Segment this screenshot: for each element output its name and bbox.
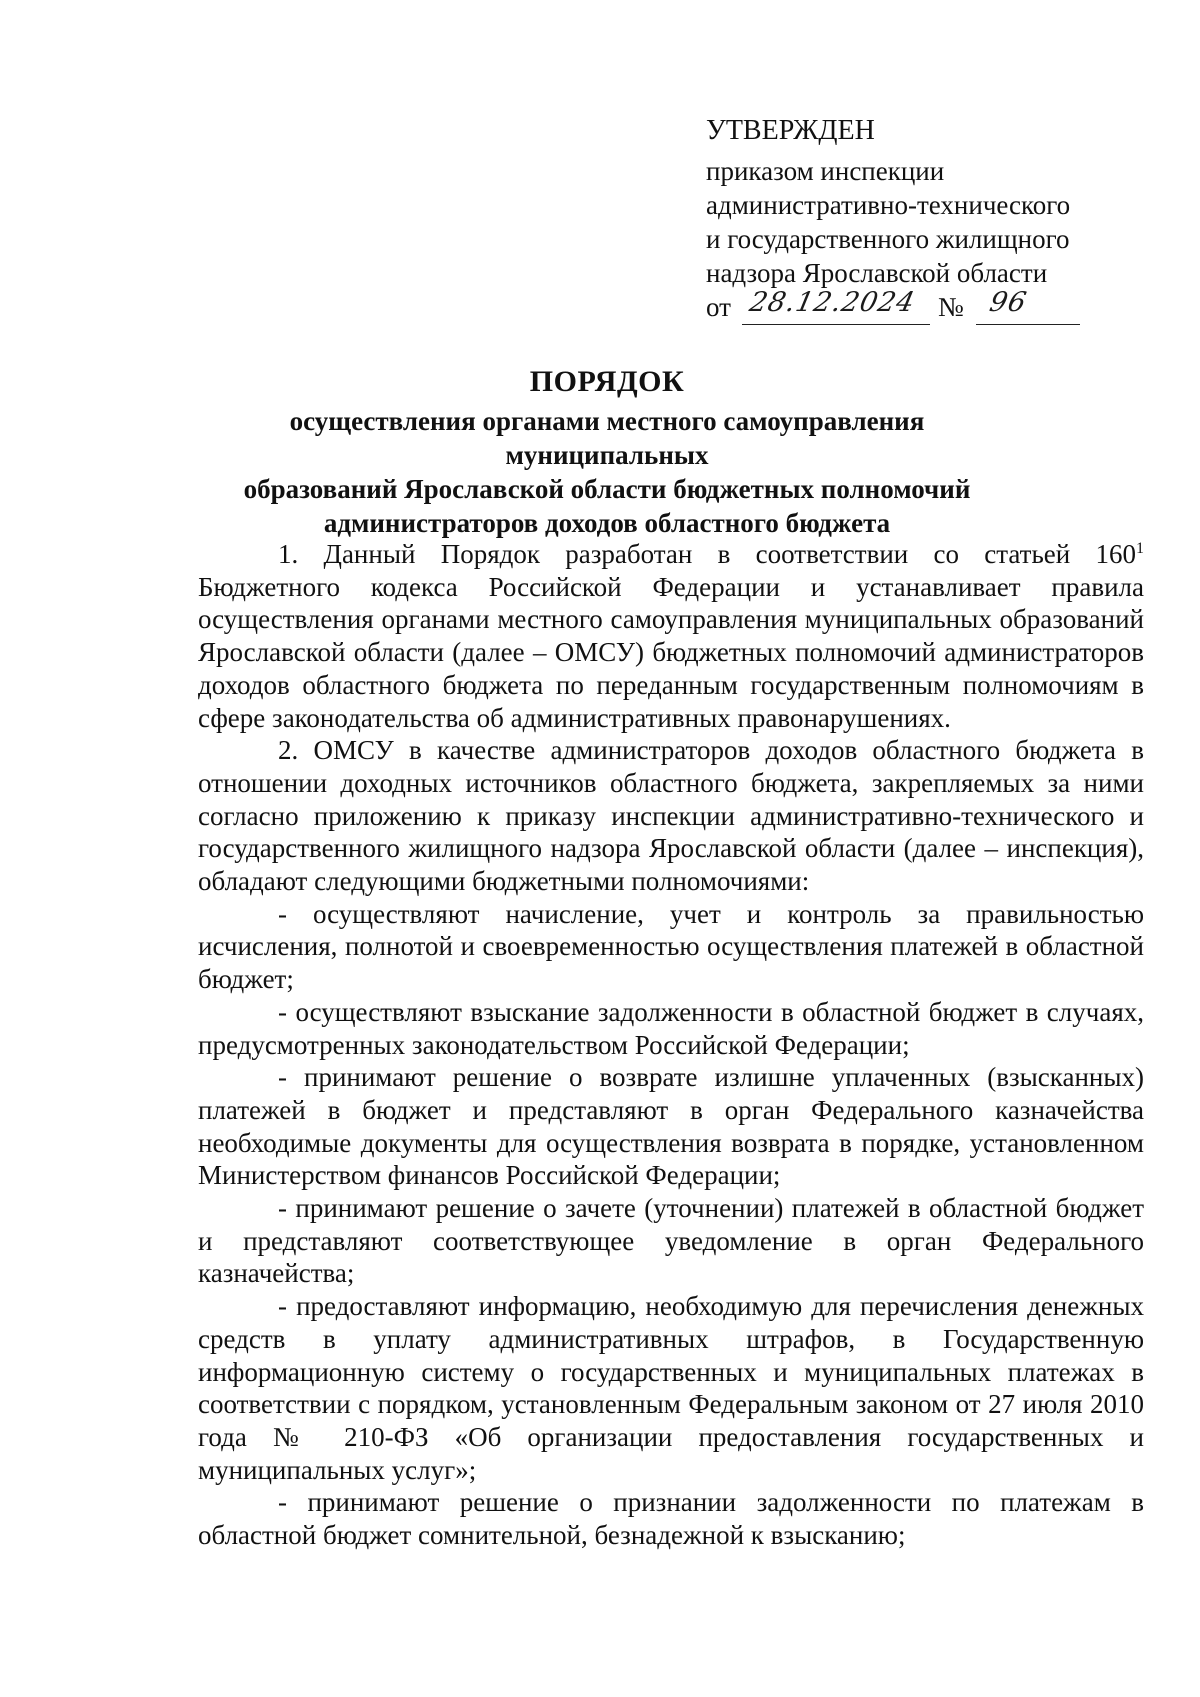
subtitle-line: образований Ярославской области бюджетных полномочий [243,474,971,504]
number-field [976,287,1080,325]
order-date-number-row [706,287,1106,326]
article-superscript: 1 [1136,540,1144,557]
list-item: - принимают решение о признании задолженности по платежам в областной бюджет сомнительной, безнадежной к взысканию; [198,1487,1144,1551]
list-item: - принимают решение о зачете (уточнении) платежей в областной бюджет и представляют соответствующее уведомление в орган Федерального казначейства; [198,1193,1144,1289]
document-body [198,538,1144,1552]
paragraph-2: 2. ОМСУ в качестве администраторов доходов областного бюджета в отношении доходных источников областного бюджета, закрепляемых за ними согласно приложению к приказу инспекции административно-технического и государственного жилищного надзора Ярославской области (далее – инспекция), обладают следующими бюджетными полномочиями: [198,735,1144,897]
list-item: - предоставляют информацию, необходимую для перечисления денежных средств в уплату административных штрафов, в Государственную информационную систему о государственных и муниципальных платежах в соответствии с порядком, установленным Федеральным законом от 27 июля 2010 года № 210-ФЗ «Об организации предоставления государственных и муниципальных услуг»; [198,1291,1144,1485]
document-title: ПОРЯДОК [529,365,685,398]
paragraph-1-start: 1. Данный Порядок разработан в соответствии со статьей 160 [278,539,1136,569]
document-subtitle [198,404,1016,540]
approval-line: и государственного жилищного [706,224,1070,254]
approval-line: приказом инспекции [706,156,945,186]
approval-line: административно-технического [706,190,1071,220]
subtitle-line: осуществления органами местного самоуправления муниципальных [289,406,925,470]
list-item: - осуществляют взыскание задолженности в областной бюджет в случаях, предусмотренных законодательством Российской Федерации; [198,996,1144,1060]
approval-stamp-block [706,112,1106,326]
paragraph-1-end: Бюджетного кодекса Российской Федерации и устанавливает правила осуществления органами местного самоуправления муниципальных образований Ярославской области (далее – ОМСУ) бюджетных полномочий администраторов доходов областного бюджета по переданным государственным полномочиям в сфере законодательства об административных правонарушениях. [198,571,1144,733]
document-title-block [198,362,1016,540]
date-label: от [706,292,731,322]
list-item: - принимают решение о возврате излишне уплаченных (взысканных) платежей в бюджет и представляют в орган Федерального казначейства необходимые документы для осуществления возврата в порядке, установленном Министерством финансов Российской Федерации; [198,1062,1144,1191]
subtitle-line: администраторов доходов областного бюджета [323,508,891,538]
list-item: - осуществляют начисление, учет и контроль за правильностью исчисления, полнотой и своевременностью осуществления платежей в областной бюджет; [198,898,1144,995]
approval-line: надзора Ярославской области [706,258,1048,288]
date-field [742,287,930,325]
handwritten-number: 96 [986,287,1030,318]
paragraph-1 [198,538,1144,734]
approval-heading: УТВЕРЖДЕН [706,115,875,146]
number-label: № [938,292,964,322]
handwritten-date: 28.12.2024 [746,287,918,318]
